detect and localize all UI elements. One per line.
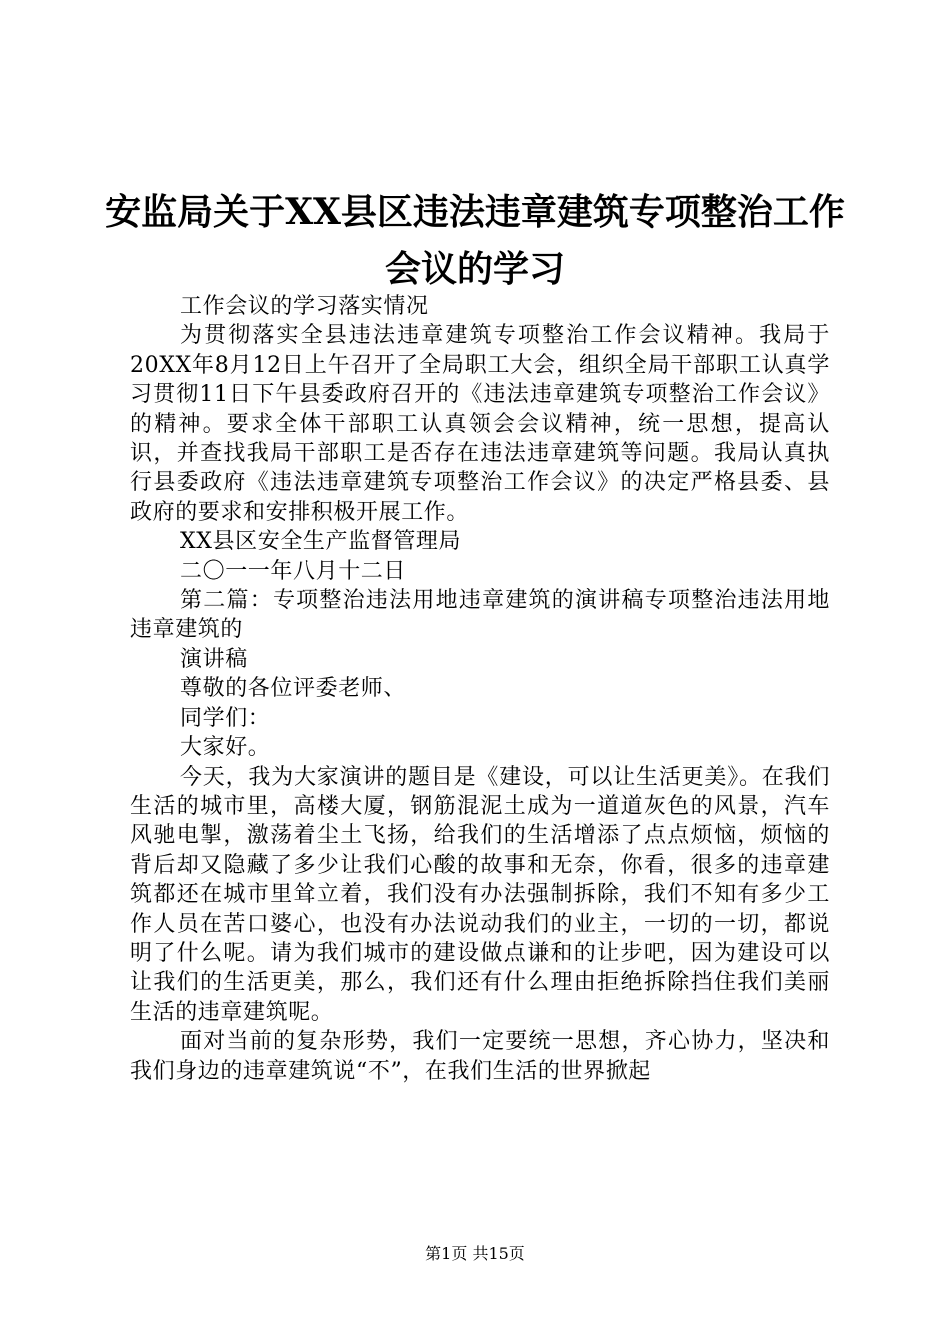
paragraph: 演讲稿 <box>180 646 248 672</box>
paragraph: 今天，我为大家演讲的题目是《建设，可以让生活更美》。在我们生活的城市里，高楼大厦，钢筋混泥土成为一道道灰色的风景，汽车风驰电掣，激荡着尘土飞扬，给我们的生活增添了点点烦恼，烦恼的背后却又隐藏了多少让我们心酸的故事和无奈，你看，很多的违章建筑都还在城市里耸立着，我们没有办法强制拆除，我们不知有多少工作人员在苦口婆心，也没有办法说动我们的业主，一切的一切，都说明了什么呢。请为我们城市的建设做点谦和的让步吧，因为建设可以让我们的生活更美，那么，我们还有什么理由拒绝拆除挡住我们美丽生活的违章建筑呢。 <box>130 764 830 1025</box>
paragraph: 面对当前的复杂形势，我们一定要统一思想，齐心协力，坚决和我们身边的违章建筑说“不”，在我们生活的世界掀起 <box>130 1029 830 1084</box>
page-number-footer: 第1页 共15页 <box>425 1244 525 1263</box>
paragraph: 尊敬的各位评委老师、 <box>180 676 407 702</box>
paragraph: 工作会议的学习落实情况 <box>180 294 429 319</box>
paragraph: 二〇一一年八月十二日 <box>180 558 407 584</box>
paragraph: 同学们： <box>180 705 271 731</box>
paragraph: 为贯彻落实全县违法违章建筑专项整治工作会议精神。我局于20XX年8月12日上午召开了全局职工大会，组织全局干部职工认真学习贯彻11日下午县委政府召开的《违法违章建筑专项整治工作会议》的精神。要求全体干部职工认真领会会议精神，统一思想，提高认识，并查找我局干部职工是否存在违法违章建筑等问题。我局认真执行县委政府《违法违章建筑专项整治工作会议》的决定严格县委、县政府的要求和安排积极开展工作。 <box>130 323 830 525</box>
paragraph: XX县区安全生产监督管理局 <box>180 529 462 555</box>
paragraph: 大家好。 <box>180 735 271 761</box>
document-body <box>130 292 830 1086</box>
document-title: 安监局关于XX县区违法违章建筑专项整治工作会议的学习 <box>105 191 845 290</box>
paragraph: 第二篇：专项整治违法用地违章建筑的演讲稿专项整治违法用地违章建筑的 <box>130 588 830 643</box>
